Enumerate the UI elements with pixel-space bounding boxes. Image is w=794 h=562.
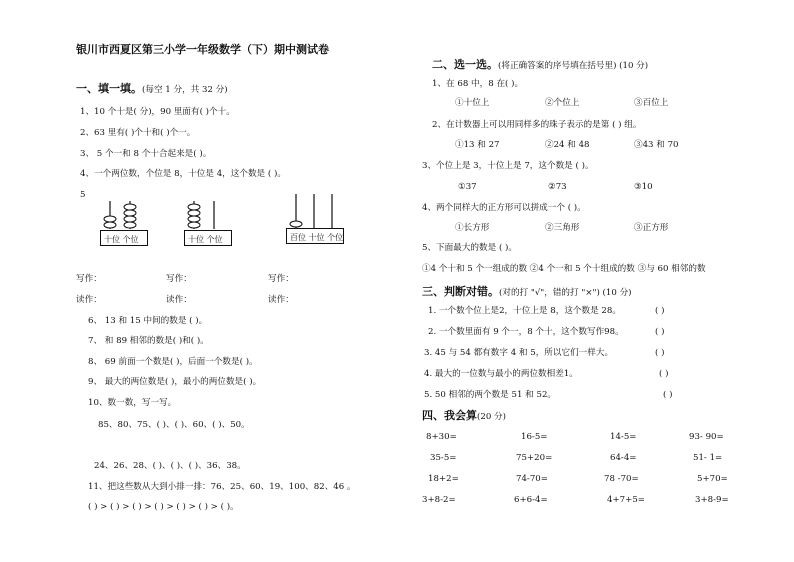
s1-q11b: ( ) > ( ) > ( ) > ( ) > ( ) > ( ) > ( )。 bbox=[88, 502, 239, 512]
abacus-2-base bbox=[184, 230, 232, 246]
calc-r3-c1: 18+2= bbox=[428, 474, 459, 484]
s3-item-3-bracket: ( ) bbox=[655, 348, 665, 358]
s2-q2: 2、在计数器上可以用同样多的珠子表示的是第 ( ) 组。 bbox=[432, 120, 642, 130]
calc-r2-c4: 51- 1= bbox=[693, 453, 723, 463]
read-label-3: 读作： bbox=[268, 295, 294, 305]
section3-note: (对的打 "√"，错的打 "×") (10 分) bbox=[499, 288, 632, 298]
s2-q2-opt3: ③43 和 70 bbox=[634, 140, 679, 150]
section4-header bbox=[422, 410, 506, 422]
s1-q6: 6、 13 和 15 中间的数是 ( )。 bbox=[88, 316, 208, 326]
calc-r1-c1: 8+30= bbox=[426, 432, 457, 442]
section1-header bbox=[76, 83, 228, 95]
s1-q10a: 85、80、75、( )、( )、60、( )、50。 bbox=[98, 420, 250, 430]
s3-item-2: 2. 一个数里面有 9 个一，8 个十，这个数写作98。 bbox=[428, 327, 624, 337]
s3-item-4: 4. 最大的一位数与最小的两位数相差1。 bbox=[424, 369, 578, 379]
calc-r4-c3: 4+7+5= bbox=[607, 495, 646, 505]
read-label-2: 读作： bbox=[166, 295, 192, 305]
calc-r3-c4: 5+70= bbox=[697, 474, 728, 484]
s1-q1: 1、10 个十是( 分)，90 里面有( )个十。 bbox=[80, 107, 235, 117]
write-label-2: 写作： bbox=[166, 274, 192, 284]
section3-heading: 三、判断对错。 bbox=[422, 285, 499, 298]
calc-r2-c3: 64-4= bbox=[610, 453, 637, 463]
calc-r3-c3: 78 -70= bbox=[604, 474, 639, 484]
s1-q9: 9、 最大的两位数是( )，最小的两位数是( )。 bbox=[88, 377, 262, 387]
abacus-3-base bbox=[286, 228, 344, 244]
s1-q4: 4、一个两位数，个位是 8，十位是 4，这个数是 ( )。 bbox=[80, 169, 286, 179]
section4-note: (20 分) bbox=[477, 412, 506, 422]
s1-q11: 11、把这些数从大到小排一排：76、25、60、19、100、82、46 。 bbox=[88, 482, 356, 492]
calc-r4-c2: 6+6-4= bbox=[514, 495, 548, 505]
s1-q7: 7、 和 89 相邻的数是( )和( )。 bbox=[88, 336, 209, 346]
section3-header bbox=[422, 286, 632, 298]
calc-r3-c2: 74-70= bbox=[516, 474, 548, 484]
calc-r4-c1: 3+8-2= bbox=[422, 495, 456, 505]
abacus-3-label: 百位 十位 个位 bbox=[290, 233, 344, 242]
s2-q2-opt2: ②24 和 48 bbox=[545, 140, 590, 150]
calc-r4-c4: 3+8-9= bbox=[695, 495, 729, 505]
calc-r2-c2: 75+20= bbox=[516, 453, 553, 463]
section1-note: (每空 1 分，共 32 分) bbox=[142, 85, 228, 95]
s1-q10: 10、数一数，写一写。 bbox=[88, 398, 177, 408]
s2-q4: 4、两个同样大的正方形可以拼成一个 ( )。 bbox=[422, 203, 586, 213]
s3-item-4-bracket: ( ) bbox=[659, 369, 669, 379]
calc-r1-c3: 14-5= bbox=[610, 432, 637, 442]
s2-q5-opts: ①4 个十和 5 个一组成的数 ②4 个一和 5 个十组成的数 ③与 60 相邻的数 bbox=[422, 264, 706, 274]
s2-q1-opt1: ①十位上 bbox=[455, 98, 490, 108]
s2-q4-opt2: ②三角形 bbox=[545, 223, 580, 233]
s3-item-2-bracket: ( ) bbox=[655, 327, 665, 337]
s2-q3: 3、个位上是 3，十位上是 7，这个数是 ( )。 bbox=[422, 161, 594, 171]
s1-q8: 8、 69 前面一个数是( )，后面一个数是( )。 bbox=[88, 357, 258, 367]
abacus-1-label: 十位 个位 bbox=[104, 235, 139, 244]
calc-r1-c4: 93- 90= bbox=[689, 432, 724, 442]
s2-q3-opt1: ①37 bbox=[458, 182, 477, 192]
calc-r1-c2: 16-5= bbox=[521, 432, 548, 442]
write-label-3: 写作： bbox=[268, 274, 294, 284]
s3-item-1: 1. 一个数个位上是2，十位上是 8，这个数是 28。 bbox=[428, 306, 621, 316]
s1-q5: 5 bbox=[80, 190, 86, 200]
abacus-1-base bbox=[100, 230, 148, 246]
s1-q3: 3、 5 个一和 8 个十合起来是( )。 bbox=[80, 149, 212, 159]
calc-r2-c1: 35-5= bbox=[430, 453, 457, 463]
s3-item-1-bracket: ( ) bbox=[655, 306, 665, 316]
s2-q5: 5、下面最大的数是 ( )。 bbox=[422, 243, 517, 253]
read-label-1: 读作： bbox=[76, 295, 102, 305]
s2-q1-opt3: ③百位上 bbox=[634, 98, 669, 108]
s2-q2-opt1: ①13 和 27 bbox=[455, 140, 500, 150]
section2-header bbox=[432, 59, 648, 71]
s3-item-3: 3. 45 与 54 都有数字 4 和 5，所以它们一样大。 bbox=[424, 348, 614, 358]
s2-q3-opt3: ③10 bbox=[634, 182, 653, 192]
s2-q4-opt1: ①长方形 bbox=[455, 223, 490, 233]
page-title: 银川市西夏区第三小学一年级数学（下）期中测试卷 bbox=[76, 43, 329, 56]
s3-item-5-bracket: ( ) bbox=[663, 390, 673, 400]
abacus-2-label: 十位 个位 bbox=[188, 235, 223, 244]
section2-note: (将正确答案的序号填在括号里) (10 分) bbox=[498, 61, 649, 71]
section2-heading: 二、选一选。 bbox=[432, 58, 498, 71]
s3-item-5: 5. 50 相邻的两个数是 51 和 52。 bbox=[424, 390, 557, 400]
section4-heading: 四、我会算 bbox=[422, 409, 477, 422]
s2-q1: 1、在 68 中，8 在( )。 bbox=[432, 79, 524, 89]
s1-q10b: 24、26、28、( )、( )、( )、36、38。 bbox=[94, 461, 246, 471]
s2-q4-opt3: ③正方形 bbox=[634, 223, 669, 233]
s2-q3-opt2: ②73 bbox=[548, 182, 567, 192]
s1-q2: 2、63 里有( )个十和( )个一。 bbox=[80, 128, 196, 138]
section1-heading: 一、填一填。 bbox=[76, 82, 142, 95]
write-label-1: 写作： bbox=[76, 274, 102, 284]
s2-q1-opt2: ②个位上 bbox=[545, 98, 580, 108]
